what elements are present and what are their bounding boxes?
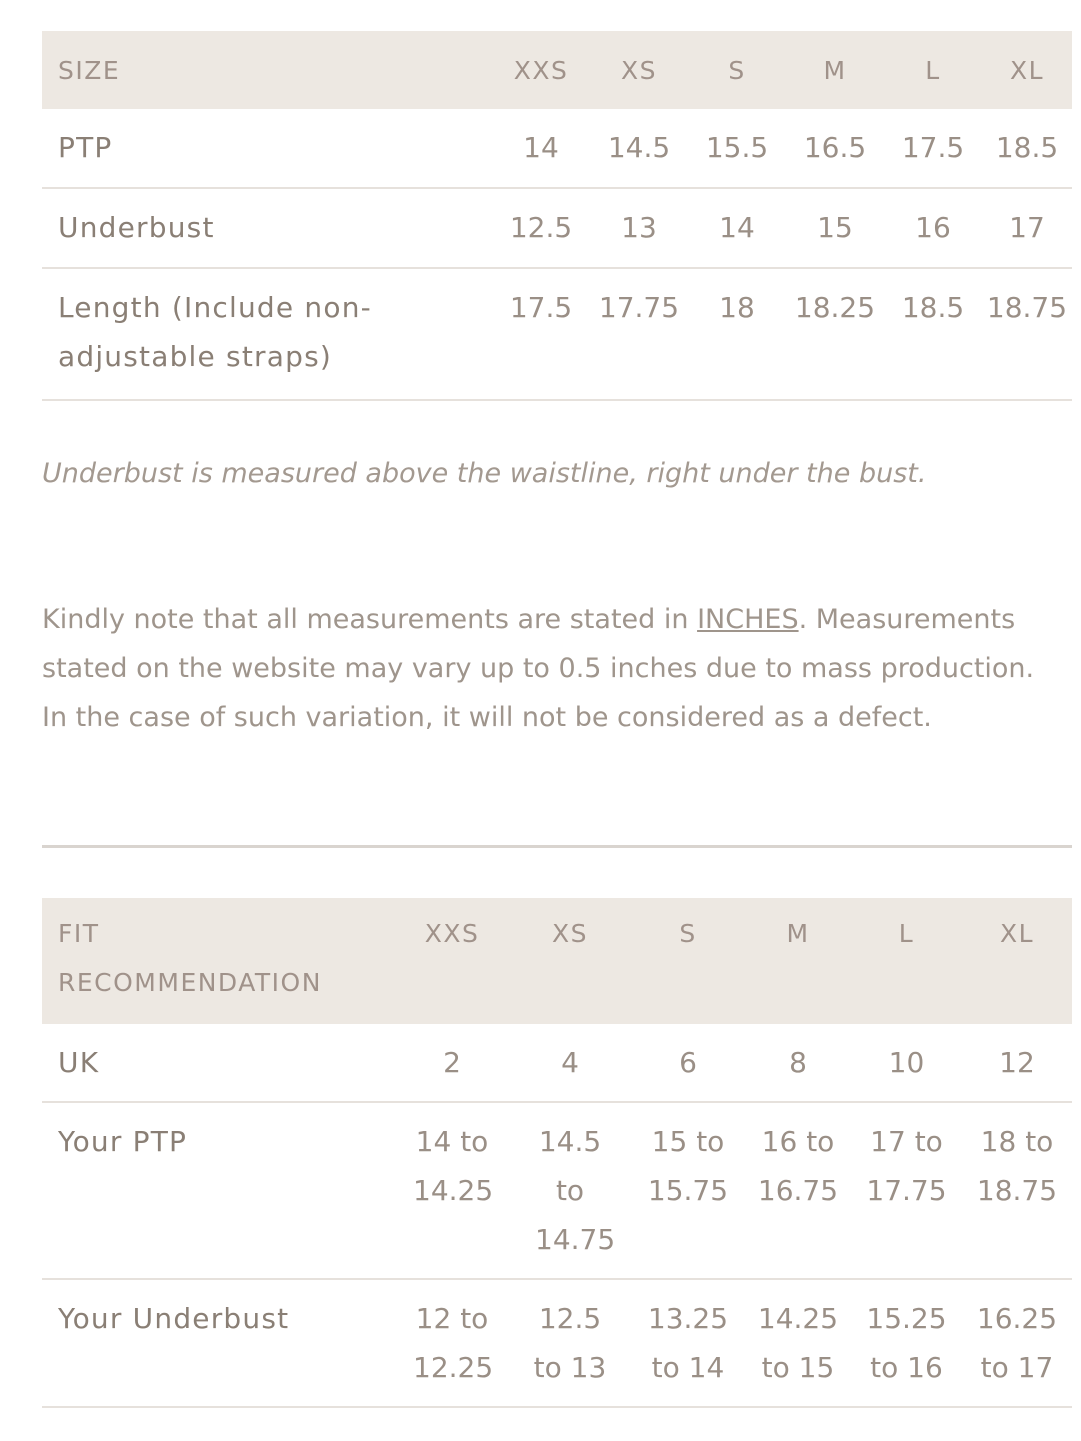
table-row-length	[42, 268, 1072, 400]
cell-value: 16	[884, 188, 982, 268]
row-label: Your PTP	[42, 1102, 395, 1279]
measurement-note	[42, 595, 1057, 742]
cell-value: 18.75	[982, 268, 1072, 400]
cell-value: 17.75	[590, 268, 688, 400]
cell-value: 17 to 17.75	[851, 1102, 962, 1279]
fit-col-m: M	[786, 919, 810, 948]
fit-col-xs: XS	[552, 919, 588, 948]
cell-value: 18 to 18.75	[962, 1102, 1072, 1279]
cell-value: 17.5	[492, 268, 590, 400]
cell-value: 15.25 to 16	[851, 1279, 962, 1407]
table-row-ptp	[42, 109, 1072, 188]
cell-value: 18.5	[982, 109, 1072, 188]
cell-value: 14.25 to 15	[745, 1279, 851, 1407]
cell-value: 2	[395, 1024, 509, 1102]
measurement-note-prefix: Kindly note that all measurements are stated in	[42, 604, 698, 635]
fit-recommendation-table	[42, 898, 1072, 1408]
cell-value: 13	[590, 188, 688, 268]
section-divider	[42, 845, 1072, 848]
size-col-l: L	[925, 55, 941, 85]
fit-header-row	[42, 898, 1072, 1024]
fit-col-l: L	[898, 919, 915, 948]
table-row-underbust	[42, 188, 1072, 268]
cell-value: 18	[688, 268, 786, 400]
cell-value: 16.5	[786, 109, 884, 188]
table-row-uk	[42, 1024, 1072, 1102]
cell-value: 13.25 to 14	[631, 1279, 745, 1407]
row-label: UK	[42, 1024, 395, 1102]
cell-value: 15.5	[688, 109, 786, 188]
cell-value: 15 to 15.75	[631, 1102, 745, 1279]
cell-value: 10	[851, 1024, 962, 1102]
fit-col-xxs: XXS	[424, 919, 480, 948]
row-label: PTP	[42, 109, 492, 188]
fit-col-s: S	[679, 919, 697, 948]
size-chart-table	[42, 31, 1072, 401]
cell-value: 14	[492, 109, 590, 188]
cell-value: 6	[631, 1024, 745, 1102]
cell-value: 14.5	[590, 109, 688, 188]
cell-value: 15	[786, 188, 884, 268]
cell-value: 17	[982, 188, 1072, 268]
cell-value: 17.5	[884, 109, 982, 188]
row-label: Underbust	[42, 188, 492, 268]
cell-value: 12 to 12.25	[395, 1279, 509, 1407]
size-chart-header-row	[42, 31, 1072, 109]
cell-value: 18.25	[786, 268, 884, 400]
fit-header-label: FIT RECOMMENDATION	[58, 919, 322, 997]
table-row-your-underbust	[42, 1279, 1072, 1407]
table-row-your-ptp	[42, 1102, 1072, 1279]
cell-value: 14.5 to 14.75	[509, 1102, 631, 1279]
measurement-note-suffix: . Measurements stated on the website may vary up to 0.5 inches due to mass production. In the case of such variation, it will not be considered as a defect.	[42, 604, 1035, 733]
size-col-xl: XL	[1009, 55, 1045, 85]
size-col-xxs: XXS	[513, 55, 569, 85]
row-label: Length (Include non-adjustable straps)	[42, 268, 492, 400]
cell-value: 18.5	[884, 268, 982, 400]
row-label: Your Underbust	[42, 1279, 395, 1407]
cell-value: 12	[962, 1024, 1072, 1102]
inches-unit-text: INCHES	[697, 604, 799, 635]
size-col-m: M	[823, 55, 847, 85]
cell-value: 12.5 to 13	[509, 1279, 631, 1407]
size-col-xs: XS	[621, 55, 657, 85]
fit-col-xl: XL	[999, 919, 1035, 948]
size-col-s: S	[728, 55, 746, 85]
cell-value: 8	[745, 1024, 851, 1102]
underbust-note: Underbust is measured above the waistline, right under the bust.	[42, 458, 927, 489]
cell-value: 16 to 16.75	[745, 1102, 851, 1279]
cell-value: 12.5	[492, 188, 590, 268]
cell-value: 4	[509, 1024, 631, 1102]
cell-value: 14	[688, 188, 786, 268]
cell-value: 14 to 14.25	[395, 1102, 509, 1279]
size-header-label: SIZE	[58, 55, 121, 85]
cell-value: 16.25 to 17	[962, 1279, 1072, 1407]
